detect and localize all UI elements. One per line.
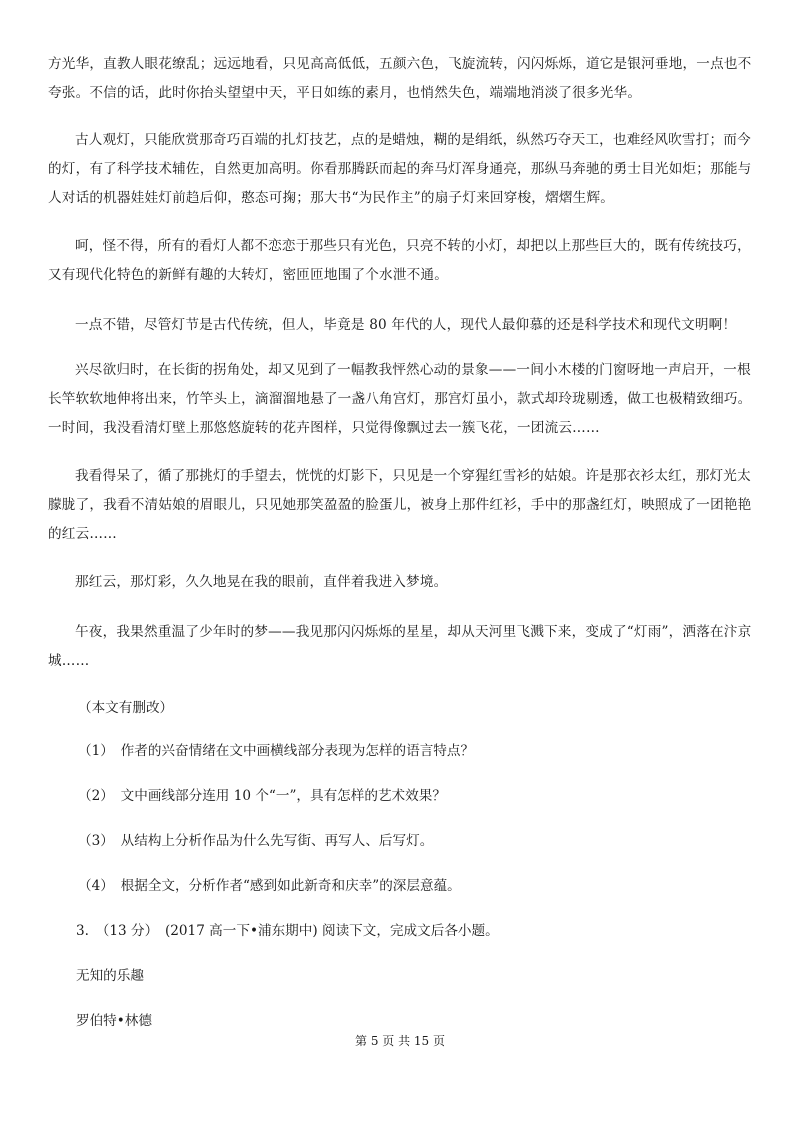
paragraph-7: 那红云，那灯彩，久久地晃在我的眼前，直伴着我进入梦境。 [75, 574, 448, 590]
paragraph-4: 一点不错，尽管灯节是古代传统，但人，毕竟是 80 年代的人，现代人最仰慕的还是科学技术和现代文明啊！ [75, 317, 737, 333]
paragraph-6: 我看得呆了，循了那挑灯的手望去，恍恍的灯影下，只见是一个穿猩红雪衫的姑娘。许是那衣衫太红，那灯光太朦胧了，我看不清姑娘的眉眼儿，只见她那笑盈盈的脸蛋儿，被身上那件红衫，手中的那盏红灯，映照成了一团艳艳的红云…… [48, 468, 752, 542]
paragraph-2: 古人观灯，只能欣赏那奇巧百端的扎灯技艺，点的是蜡烛，糊的是绢纸，纵然巧夺天工，也难经风吹雪打；而今的灯，有了科学技术辅佐，自然更加高明。你看那腾跃而起的奔马灯浑身通亮，那纵马奔驰的勇士目光如炬；那能与人对话的机器娃娃灯前趋后仰，憨态可掬；那大书“为民作主”的扇子灯来回穿梭，熠熠生辉。 [48, 132, 752, 206]
paragraph-3: 呵，怪不得，所有的看灯人都不恋恋于那些只有光色，只亮不转的小灯，却把以上那些巨大的，既有传统技巧，又有现代化特色的新鲜有趣的大转灯，密匝匝地围了个水泄不通。 [48, 238, 751, 283]
question-3: （3） 从结构上分析作品为什么先写街、再写人、后写灯。 [78, 833, 434, 849]
article-author: 罗伯特•林德 [76, 1013, 152, 1029]
question-1: （1） 作者的兴奋情绪在文中画横线部分表现为怎样的语言特点？ [78, 743, 475, 759]
question-4: （4） 根据全文，分析作者“感到如此新奇和庆幸”的深层意蕴。 [78, 878, 461, 894]
paragraph-8: 午夜，我果然重温了少年时的梦——我见那闪闪烁烁的星星，却从天河里飞溅下来，变成了“灯雨”，洒落在汴京城…… [48, 624, 752, 669]
page-footer: 第 5 页 共 15 页 [355, 1034, 445, 1048]
question-2: （2） 文中画线部分连用 10 个“一”，具有怎样的艺术效果？ [78, 788, 446, 804]
source-note: （本文有删改） [78, 700, 174, 716]
section-3-header: 3. （13 分） (2017 高一下•浦东期中) 阅读下文，完成文后各小题。 [76, 923, 499, 939]
paragraph-5: 兴尽欲归时，在长街的拐角处，却又见到了一幅教我怦然心动的景象——一间小木楼的门窗呀地一声启开，一根长竿软软地伸将出来，竹竿头上，滴溜溜地悬了一盏八角宫灯，那宫灯虽小，款式却玲珑剔透，做工也极精致细巧。一时间，我没看清灯壁上那悠悠旋转的花卉图样，只觉得像飘过去一簇飞花，一团流云…… [48, 362, 752, 436]
article-title: 无知的乐趣 [76, 968, 144, 984]
paragraph-1: 方光华，直教人眼花缭乱；远远地看，只见高高低低，五颜六色，飞旋流转，闪闪烁烁，道它是银河垂地，一点也不夸张。不信的话，此时你抬头望望中天，平日如练的素月，也悄然失色，端端地消淡了很多光华。 [48, 56, 752, 101]
